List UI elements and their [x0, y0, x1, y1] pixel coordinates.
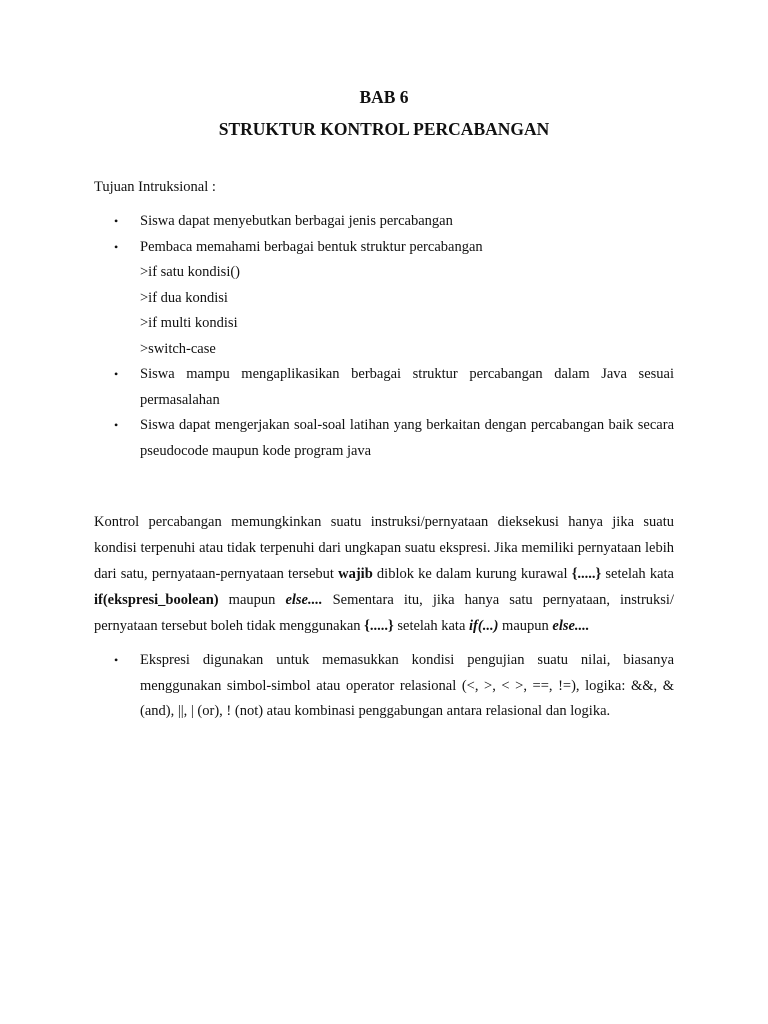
objectives-list	[94, 209, 674, 464]
bold-italic-keyword: else....	[285, 592, 323, 608]
sub-item: >if multi kondisi	[140, 315, 238, 331]
bold-keyword: {.....}	[571, 566, 602, 582]
objective-text: Siswa mampu mengaplikasikan berbagai struktur percabangan dalam Java sesuai permasalahan	[140, 366, 674, 408]
bullet-icon: •	[114, 367, 119, 381]
bold-keyword: wajib	[338, 566, 373, 582]
objective-text: Pembaca memahami berbagai bentuk struktur percabangan	[140, 238, 483, 255]
bold-keyword: if(ekspresi_boolean)	[94, 592, 219, 608]
notes-list	[94, 648, 674, 725]
paragraph-text: setelah kata	[601, 566, 674, 582]
bold-italic-keyword: if(...)	[469, 618, 499, 634]
sub-item: >switch-case	[140, 340, 216, 357]
bullet-icon: •	[114, 239, 119, 254]
document-page	[94, 0, 674, 1024]
chapter-number: BAB 6	[359, 87, 409, 107]
bold-italic-keyword: else....	[552, 618, 590, 634]
paragraph-text: maupun	[218, 592, 286, 608]
paragraph-text: diblok ke dalam kurung kurawal	[372, 566, 572, 582]
objective-text: Siswa dapat mengerjakan soal-soal latihan yang berkaitan dengan percabangan baik secara pseudocode maupun kode program java	[140, 417, 674, 459]
bullet-icon: •	[114, 653, 119, 667]
list-item	[94, 209, 674, 235]
list-item	[94, 362, 674, 413]
paragraph-text: Kontrol percabangan memungkinkan suatu instruksi/pernyataan dieksekusi hanya jika suatu kondisi terpenuhi atau tidak terpenuhi dari ungkapan suatu ekspresi. Jika memiliki pernyataan lebih dari satu, pernyataan-pernyataan tersebut	[94, 514, 674, 582]
bold-keyword: {.....}	[364, 618, 394, 634]
sub-item: >if satu kondisi()	[140, 264, 240, 280]
bullet-icon: •	[114, 418, 119, 432]
objective-text: Siswa dapat menyebutkan berbagai jenis percabangan	[140, 213, 453, 229]
note-text: Ekspresi digunakan untuk memasukkan kondisi pengujian suatu nilai, biasanya menggunakan simbol-simbol atau operator relasional (<, >, < >, ==, !=), logika: &&, & (and), ||, | (or), ! (not) atau kombinasi penggabungan antara relasional dan logika.	[140, 652, 674, 719]
bullet-icon: •	[114, 214, 119, 228]
list-item	[94, 235, 674, 363]
list-item	[94, 648, 674, 725]
chapter-title: STRUKTUR KONTROL PERCABANGAN	[218, 119, 550, 139]
paragraph-text: maupun	[498, 618, 553, 634]
body-paragraph	[94, 509, 674, 639]
list-item	[94, 413, 674, 464]
paragraph-text: setelah kata	[393, 618, 470, 634]
objectives-heading: Tujuan Intruksional :	[94, 179, 216, 195]
sub-item: >if dua kondisi	[140, 289, 228, 306]
paragraph-text: Sementara itu, jika hanya satu pernyataan, instruksi/ pernyataan tersebut boleh tidak menggunakan	[94, 592, 674, 634]
